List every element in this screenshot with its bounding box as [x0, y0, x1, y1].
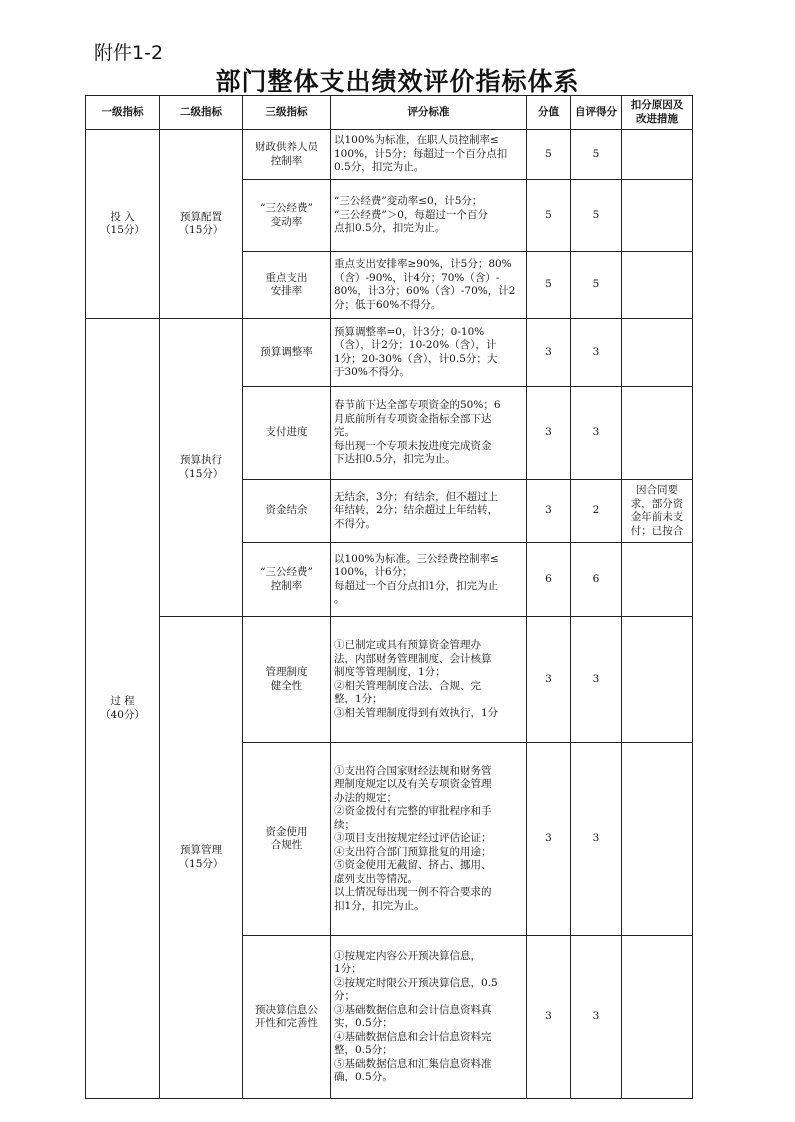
- criteria-line: ①已制定或具有预算资金管理办: [334, 639, 481, 651]
- score-cell: 5: [527, 252, 571, 319]
- level3-indicator: [243, 180, 331, 252]
- criteria-cell: [331, 543, 527, 617]
- criteria-line: 0.5分，扣完为止。: [334, 161, 425, 174]
- criteria-cell: [331, 387, 527, 480]
- self-score-cell: 3: [571, 743, 622, 936]
- self-score-cell: 3: [571, 936, 622, 1099]
- criteria-line: 以100%为标准。三公经费控制率≤: [334, 552, 499, 565]
- criteria-line: “三公经费”＞0，每超过一个百分: [334, 208, 488, 221]
- reason-line: 求，部分资: [630, 497, 684, 510]
- self-score-cell: 3: [571, 617, 622, 743]
- header-criteria: 评分标准: [331, 96, 527, 130]
- table-row: [86, 130, 693, 180]
- self-score-cell: 5: [571, 130, 622, 180]
- score-cell: 3: [527, 936, 571, 1099]
- criteria-line: ④基础数据信息和会计信息资料完: [334, 1030, 492, 1043]
- criteria-line: 每出现一个专项未按进度完成资金: [334, 439, 492, 452]
- criteria-line: ⑤资金使用无截留、挤占、挪用、: [334, 859, 492, 872]
- level2-budget-management: [160, 617, 243, 1099]
- score-cell: 3: [527, 480, 571, 543]
- self-score-cell: 5: [571, 252, 622, 319]
- level3-indicator: [243, 130, 331, 180]
- level1-input: [86, 130, 160, 319]
- reason-cell: [622, 936, 693, 1099]
- criteria-line: 。: [334, 593, 345, 605]
- criteria-line: 无结余，3分；有结余，但不超过上: [334, 490, 499, 503]
- indicator-line: 健全性: [270, 679, 303, 692]
- header-score: 分值: [527, 96, 571, 130]
- criteria-line: 以上情况每出现一例不符合要求的: [334, 886, 492, 899]
- score-cell: 5: [527, 130, 571, 180]
- indicator-line: 预决算信息公: [255, 1003, 318, 1016]
- self-score-cell: 2: [571, 480, 622, 543]
- self-score-cell: 6: [571, 543, 622, 617]
- indicator-line: 安排率: [270, 285, 303, 297]
- indicator-table: [85, 95, 693, 1099]
- criteria-line: 下达扣0.5分，扣完为止。: [334, 453, 456, 466]
- criteria-line: 完。: [334, 426, 355, 439]
- score-cell: 3: [527, 743, 571, 936]
- criteria-line: 预算调整率=0，计3分；0-10%: [334, 325, 485, 338]
- header-reason-line: 改进措施: [636, 112, 678, 125]
- group-points: （15分）: [178, 857, 224, 870]
- level3-indicator: [243, 252, 331, 319]
- header-reason-line: 扣分原因及: [630, 99, 684, 111]
- criteria-line: 80%，计3分；60%（含）-70%，计2: [334, 285, 516, 297]
- criteria-cell: [331, 252, 527, 319]
- page-title: 部门整体支出绩效评价指标体系: [215, 67, 580, 96]
- indicator-line: 资金使用: [265, 825, 308, 838]
- group-points: （15分）: [100, 224, 145, 236]
- criteria-line: 实，0.5分；: [334, 1017, 393, 1029]
- criteria-cell: [331, 180, 527, 252]
- criteria-line: 扣1分，扣完为止。: [334, 899, 425, 912]
- criteria-line: 分；: [334, 990, 355, 1002]
- reason-cell: [622, 387, 693, 480]
- reason-cell: [622, 543, 693, 617]
- level3-indicator: [243, 936, 331, 1099]
- indicator-line: “三公经费”: [260, 202, 313, 214]
- level3-indicator: [243, 617, 331, 743]
- indicator-line: 开性和完善性: [255, 1017, 318, 1029]
- criteria-cell: [331, 743, 527, 936]
- table-row: [86, 319, 693, 387]
- reason-cell: [622, 130, 693, 180]
- criteria-line: ①按规定内容公开预决算信息，: [334, 949, 481, 962]
- indicator-line: 重点支出: [265, 271, 308, 284]
- indicator-line: 变动率: [270, 215, 303, 228]
- indicator-line: “三公经费”: [260, 566, 313, 578]
- group-points: （15分）: [178, 224, 224, 236]
- reason-line: 金年前未支: [630, 511, 684, 523]
- level2-budget-execution: [160, 319, 243, 617]
- score-cell: 3: [527, 387, 571, 480]
- criteria-line: 月底前所有专项资金指标全部下达: [334, 412, 492, 425]
- reason-line: 因合同要: [636, 484, 678, 496]
- criteria-line: 续；: [334, 818, 355, 831]
- header-self-score: 自评得分: [571, 96, 622, 130]
- criteria-cell: [331, 130, 527, 180]
- criteria-line: ②资金拨付有完整的审批程序和手: [334, 805, 492, 818]
- criteria-line: 办法的规定；: [334, 791, 397, 804]
- header-level3: 三级指标: [243, 96, 331, 130]
- criteria-line: 整，1分；: [334, 693, 383, 705]
- criteria-line: 点扣0.5分，扣完为止。: [334, 222, 446, 235]
- indicator-line: 支付进度: [265, 426, 308, 439]
- indicator-line: 管理制度: [265, 666, 308, 678]
- level3-indicator: [243, 387, 331, 480]
- header-row: [86, 96, 693, 130]
- criteria-line: ③基础数据信息和会计信息资料真: [334, 1003, 492, 1016]
- score-cell: 3: [527, 617, 571, 743]
- level3-indicator: [243, 743, 331, 936]
- criteria-line: 制度等管理制度，1分；: [334, 666, 446, 678]
- group-points: （15分）: [178, 467, 224, 480]
- criteria-line: “三公经费”变动率≤0，计5分；: [334, 195, 483, 208]
- level3-indicator: [243, 543, 331, 617]
- criteria-line: ①支出符合国家财经法规和财务管: [334, 764, 492, 777]
- self-score-cell: 3: [571, 319, 622, 387]
- score-cell: 5: [527, 180, 571, 252]
- criteria-line: ②相关管理制度合法、合规、完: [334, 679, 481, 692]
- indicator-line: 合规性: [270, 839, 303, 851]
- criteria-line: ③项目支出按规定经过评估论证；: [334, 832, 492, 845]
- criteria-line: （含）-90%，计4分；70%（含）-: [334, 271, 500, 284]
- reason-cell: [622, 743, 693, 936]
- criteria-line: ④支出符合部门预算批复的用途；: [334, 845, 492, 858]
- criteria-line: 整，0.5分；: [334, 1044, 393, 1056]
- criteria-line: ②按规定时限公开预决算信息，0.5: [334, 976, 498, 989]
- self-score-cell: 5: [571, 180, 622, 252]
- reason-cell: [622, 617, 693, 743]
- header-reason: [622, 96, 693, 130]
- criteria-line: 虚列支出等情况。: [334, 872, 418, 885]
- level3-indicator: [243, 480, 331, 543]
- level1-process: [86, 319, 160, 1099]
- criteria-line: 1分；20-30%（含），计0.5分；大: [334, 352, 498, 365]
- reason-line: 付；已按合: [630, 524, 684, 537]
- indicator-line: 控制率: [270, 579, 303, 592]
- indicator-line: 资金结余: [265, 504, 308, 517]
- criteria-line: 法，内部财务管理制度、会计核算: [334, 652, 492, 665]
- self-score-cell: 3: [571, 387, 622, 480]
- criteria-line: 1分；: [334, 963, 362, 975]
- criteria-cell: [331, 617, 527, 743]
- indicator-line: 控制率: [270, 154, 303, 167]
- criteria-cell: [331, 480, 527, 543]
- reason-cell: [622, 252, 693, 319]
- criteria-line: ③相关管理制度得到有效执行，1分: [334, 706, 499, 719]
- criteria-line: 每超过一个百分点扣1分，扣完为止: [334, 579, 499, 592]
- criteria-line: 年结转，2分；结余超过上年结转，: [334, 504, 499, 517]
- score-cell: 3: [527, 319, 571, 387]
- criteria-line: 于30%不得分。: [334, 366, 410, 378]
- indicator-line: 财政供养人员: [255, 141, 318, 153]
- criteria-line: 理制度规定以及有关专项资金管理: [334, 778, 492, 791]
- attachment-label: 附件1-2: [94, 42, 164, 64]
- reason-cell: [622, 480, 693, 543]
- criteria-line: 不得分。: [334, 517, 376, 530]
- criteria-line: 分；低于60%不得分。: [334, 298, 442, 311]
- criteria-line: （含），计2分；10-20%（含），计: [334, 339, 497, 351]
- criteria-cell: [331, 936, 527, 1099]
- criteria-line: 100%，计6分；: [334, 566, 413, 578]
- header-level2: 二级指标: [160, 96, 243, 130]
- table-row: [86, 617, 693, 743]
- group-name: 过 程: [110, 695, 135, 707]
- group-name: 预算管理: [180, 844, 222, 856]
- header-level1: 一级指标: [86, 96, 160, 130]
- criteria-line: ⑤基础数据信息和汇集信息资料准: [334, 1057, 492, 1070]
- criteria-line: 100%，计5分；每超过一个百分点扣: [334, 147, 508, 160]
- group-name: 预算配置: [180, 210, 222, 223]
- criteria-line: 以100%为标准，在职人员控制率≤: [334, 134, 499, 147]
- reason-cell: [622, 319, 693, 387]
- group-points: （40分）: [100, 708, 145, 721]
- criteria-cell: [331, 319, 527, 387]
- group-name: 预算执行: [180, 454, 222, 466]
- criteria-line: 春节前下达全部专项资金的50%；6: [334, 399, 501, 412]
- criteria-line: 确，0.5分。: [334, 1071, 393, 1083]
- group-name: 投 入: [110, 210, 135, 223]
- indicator-line: 预算调整率: [260, 345, 313, 358]
- criteria-line: 重点支出安排率≥90%，计5分；80%: [334, 258, 512, 270]
- level3-indicator: [243, 319, 331, 387]
- reason-cell: [622, 180, 693, 252]
- level2-budget-allocation: [160, 130, 243, 319]
- score-cell: 6: [527, 543, 571, 617]
